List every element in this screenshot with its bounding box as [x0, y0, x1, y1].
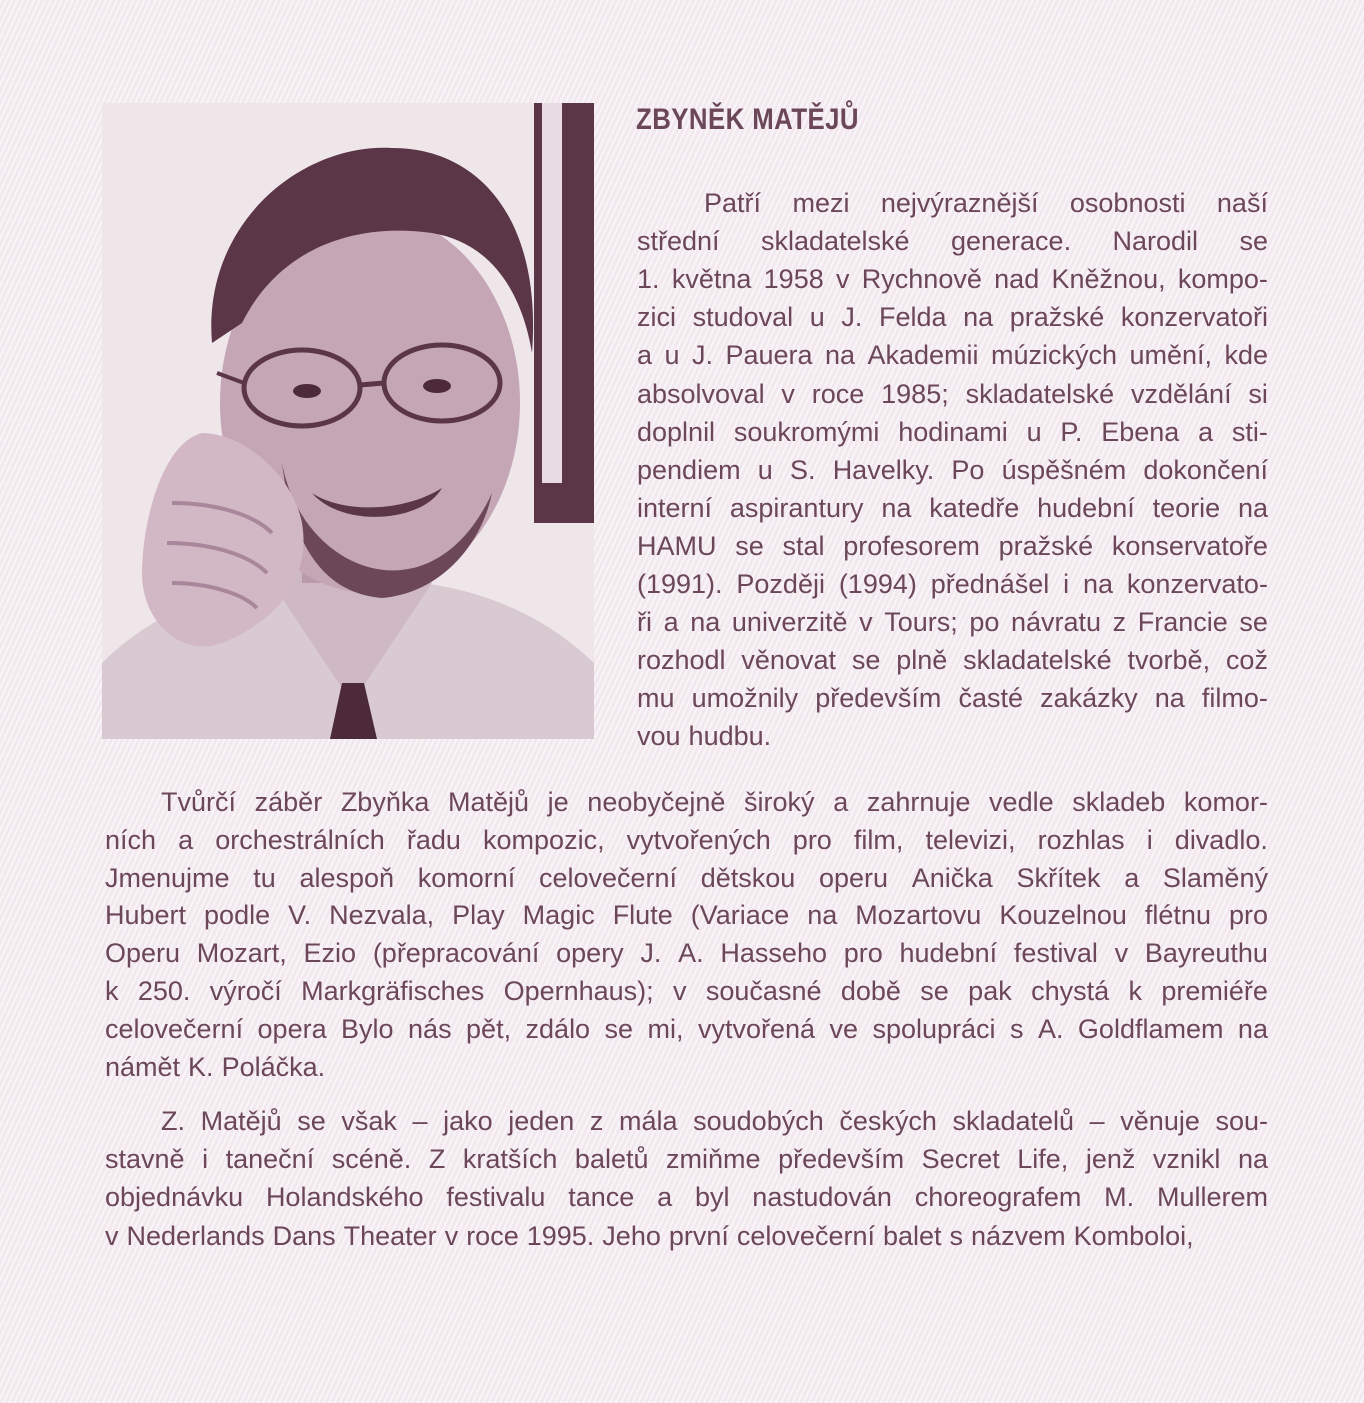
portrait-photo	[102, 103, 594, 739]
intro-line: absolvoval v roce 1985; skladatelské vzdělání si	[637, 379, 1268, 409]
paragraph2-line: k 250. výročí Markgräfisches Opernhaus); v současné době se pak chystá k premiéře	[105, 976, 1268, 1006]
intro-line: (1991). Později (1994) přednášel i na konzervato-	[637, 569, 1268, 599]
intro-line: a u J. Pauera na Akademii múzických umění, kde	[637, 340, 1268, 370]
intro-line: zici studoval u J. Felda na pražské konzervatoři	[637, 302, 1268, 332]
intro-line: vou hudbu.	[637, 721, 772, 751]
paragraph2-line: Jmenujme tu alespoň komorní celovečerní dětskou operu Anička Skřítek a Slaměný	[105, 863, 1268, 893]
intro-line: pendiem u S. Havelky. Po úspěšném dokončení	[637, 455, 1268, 485]
intro-line: Patří mezi nejvýraznější osobnosti naší	[704, 188, 1268, 218]
paragraph2-line: Tvůrčí záběr Zbyňka Matějů je neobyčejně široký a zahrnuje vedle skladeb komor-	[161, 787, 1268, 817]
intro-line: střední skladatelské generace. Narodil se	[637, 226, 1268, 256]
page-title: ZBYNĚK MATĚJŮ	[636, 103, 859, 136]
paragraph3-line: stavně i taneční scéně. Z kratších baletů zmiňme především Secret Life, jenž vznikl na	[105, 1144, 1268, 1174]
portrait-photo-icon	[102, 103, 594, 739]
paragraph2-line: námět K. Poláčka.	[105, 1052, 326, 1082]
intro-line: ři a na univerzitě v Tours; po návratu z Francie se	[637, 607, 1268, 637]
intro-line: 1. května 1958 v Rychnově nad Kněžnou, kompo-	[637, 264, 1268, 294]
intro-line: interní aspirantury na katedře hudební teorie na	[637, 493, 1268, 523]
paragraph2-line: ních a orchestrálních řadu kompozic, vytvořených pro film, televizi, rozhlas i divadlo.	[105, 825, 1268, 855]
intro-line: rozhodl věnovat se plně skladatelské tvorbě, což	[637, 645, 1268, 675]
paragraph3-line: Z. Matějů se však – jako jeden z mála soudobých českých skladatelů – věnuje sou-	[161, 1106, 1268, 1136]
paragraph2-line: Hubert podle V. Nezvala, Play Magic Flute (Variace na Mozartovu Kouzelnou flétnu pro	[105, 900, 1268, 930]
intro-line: HAMU se stal profesorem pražské konservatoře	[637, 531, 1268, 561]
paragraph3-line: v Nederlands Dans Theater v roce 1995. Jeho první celovečerní balet s názvem Komboloi,	[105, 1221, 1194, 1251]
intro-line: doplnil soukromými hodinami u P. Ebena a sti-	[637, 417, 1268, 447]
paragraph2-line: celovečerní opera Bylo nás pět, zdálo se mi, vytvořená ve spolupráci s A. Goldflamem na	[105, 1014, 1268, 1044]
intro-line: mu umožnily především časté zakázky na filmo-	[637, 683, 1268, 713]
paragraph2-line: Operu Mozart, Ezio (přepracování opery J. A. Hasseho pro hudební festival v Bayreuthu	[105, 938, 1268, 968]
paragraph3-line: objednávku Holandského festivalu tance a byl nastudován choreografem M. Mullerem	[105, 1182, 1268, 1212]
